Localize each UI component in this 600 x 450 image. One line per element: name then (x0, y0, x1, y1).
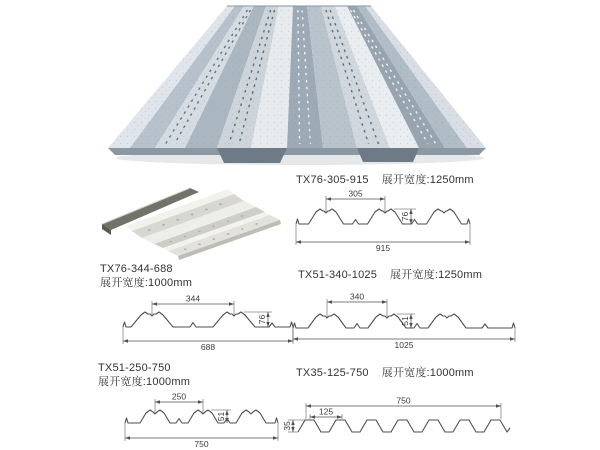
unfold-width-label: 展开宽度:1000mm (98, 375, 191, 388)
dim-arrow (293, 337, 298, 340)
dim-arrow (496, 404, 501, 407)
perforation-dot (177, 219, 180, 221)
sample-product-photo (92, 176, 297, 260)
dim-arrow (510, 337, 515, 340)
dim-arrow (327, 300, 332, 303)
dim-label: 340 (349, 291, 365, 302)
model-code: TX51-340-1025 (298, 269, 378, 281)
diagram-title-tx35-125-750 (296, 367, 474, 381)
dim-arrow (306, 404, 311, 407)
main-photo-canvas (105, 2, 490, 172)
dim-arrow (296, 240, 301, 243)
sample-photo-canvas (92, 176, 297, 260)
deck-front-edge (108, 148, 486, 155)
perforation-dot (227, 220, 230, 222)
dim-label: 76 (400, 211, 410, 222)
profile-outline (296, 209, 470, 224)
perforation-dot (219, 203, 222, 205)
profile-drawing (280, 393, 525, 450)
dim-arrow (123, 339, 128, 342)
model-code: TX51-250-750 (98, 362, 171, 374)
profile-diagram-tx35-125-750 (280, 393, 525, 450)
perforation-dot (227, 233, 230, 235)
dim-label: 1025 (394, 340, 414, 350)
profile-drawing (80, 391, 305, 450)
dim-arrow (380, 197, 385, 200)
diagram-title-tx51-250-750 (98, 362, 190, 389)
dim-arrow (229, 302, 234, 305)
dim-label: 51 (216, 411, 226, 422)
dim-label: 344 (185, 293, 201, 304)
dim-label: 51 (400, 316, 410, 326)
model-code: TX76-344-688 (100, 263, 173, 275)
perforation-dot (241, 215, 244, 217)
perforation-dot (205, 209, 208, 211)
dim-arrow (152, 302, 157, 305)
dim-label: 915 (375, 243, 391, 253)
profile-drawing (80, 293, 305, 358)
main-product-photo (105, 2, 490, 172)
dim-label: 750 (194, 439, 209, 449)
unfold-width-label: 展开宽度:1000mm (381, 367, 474, 379)
perforation-dot (184, 236, 187, 238)
unfold-width-label: 展开宽度:1000mm (100, 276, 193, 289)
profile-diagram-tx51-250-750 (80, 391, 305, 450)
perforation-dot (241, 228, 244, 230)
diagram-title-tx51-340-1025 (298, 269, 482, 283)
dim-arrow (326, 197, 331, 200)
dim-arrow (337, 415, 342, 418)
perforation-dot (198, 231, 201, 233)
front-rib-cut (217, 148, 287, 163)
perforation-dot (184, 248, 187, 250)
profile-outline (298, 420, 510, 432)
profile-outline (125, 410, 278, 423)
dim-label: 688 (200, 342, 216, 352)
unfold-width-label: 展开宽度:1250mm (390, 269, 483, 281)
dim-arrow (155, 400, 160, 403)
dim-label: 125 (318, 406, 334, 417)
perforation-dot (198, 243, 201, 245)
perforation-dot (212, 225, 215, 227)
perforation-dot (213, 238, 216, 240)
dim-label: 35 (282, 421, 292, 431)
dim-arrow (465, 240, 470, 243)
profile-diagram-tx51-340-1025 (285, 286, 525, 356)
dim-label: 76 (257, 314, 267, 325)
perforation-dot (191, 214, 194, 216)
dim-arrow (198, 400, 203, 403)
unfold-width-label: 展开宽度:1250mm (381, 174, 474, 186)
perforation-dot (148, 229, 151, 231)
model-code: TX76-305-915 (296, 174, 369, 186)
diagram-title-tx76-305-915 (296, 174, 474, 188)
dim-arrow (125, 436, 130, 439)
perforation-dot (162, 224, 165, 226)
front-rib-cut (357, 148, 419, 162)
diagram-title-tx76-344-688 (100, 263, 192, 290)
perforation-dot (255, 223, 258, 225)
dim-label: 250 (171, 391, 187, 402)
dim-label: 750 (396, 395, 411, 406)
model-code: TX35-125-750 (296, 367, 369, 379)
dim-arrow (310, 415, 315, 418)
dim-arrow (382, 300, 387, 303)
profile-drawing (290, 190, 490, 256)
dim-label: 305 (348, 190, 363, 199)
perforation-dot (169, 241, 172, 243)
dim-arrow (273, 436, 278, 439)
profile-diagram-tx76-305-915 (290, 190, 490, 256)
profile-diagram-tx76-344-688 (80, 293, 305, 358)
profile-drawing (285, 286, 525, 356)
speckle-overlay (108, 6, 486, 148)
